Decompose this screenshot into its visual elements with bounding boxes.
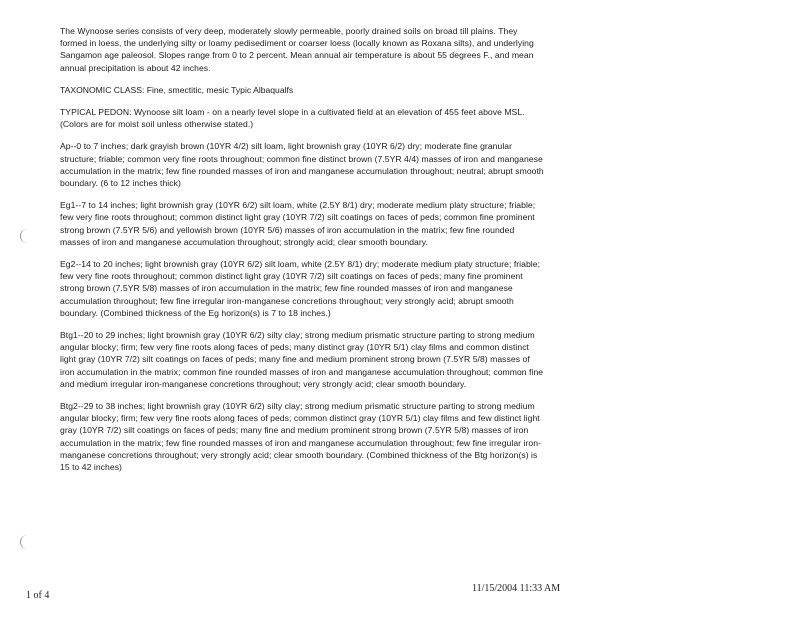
- typical-pedon: TYPICAL PEDON: Wynoose silt loam - on a nearly level slope in a cultivated field at an elevation of 455 feet above MSL. (Colors are for moist soil unless otherwise stated.): [60, 107, 525, 130]
- series-description: The Wynoose series consists of very deep, moderately slowly permeable, poorly drained soils on broad till plains. They formed in loess, the underlying silty or loamy pedisediment or coarser loess (locally known as Roxana silts), and underlying Sangamon age paleosol. Slopes range from 0 to 2 percent. Mean annual air temperature is about 55 degrees F., and mean annual precipitation is about 42 inches.: [60, 26, 534, 73]
- binder-hole-mark: [20, 535, 33, 549]
- binder-hole-mark: [20, 229, 33, 243]
- horizon-ap: Ap--0 to 7 inches; dark grayish brown (10YR 4/2) silt loam, light brownish gray (10YR 6/2) dry; moderate fine granular structure; friable; common very fine roots throughout; common fine distinct brown (7.5YR 4/4) masses of iron and manganese accumulation in the matrix; few fine rounded masses of iron and manganese accumulation throughout; neutral; abrupt smooth boundary. (6 to 12 inches thick): [60, 141, 544, 189]
- horizon-btg1: Btg1--20 to 29 inches; light brownish gray (10YR 6/2) silty clay; strong medium prismatic structure parting to strong medium angular blocky; firm; few very fine roots along faces of peds; many distinct gray (10YR 5/1) clay films and common distinct light gray (10YR 7/2) silt coatings on faces of peds; many fine and medium prominent strong brown (7.5YR 5/8) masses of iron accumulation in the matrix; common fine rounded masses of iron and manganese accumulation throughout; common fine and medium irregular iron-manganese concretions throughout; very strongly acid; clear smooth boundary.: [60, 330, 544, 389]
- taxonomic-class: TAXONOMIC CLASS: Fine, smectitic, mesic Typic Albaqualfs: [60, 84, 294, 95]
- document-body: [60, 25, 546, 483]
- page-number: 1 of 4: [26, 590, 50, 601]
- print-timestamp: 11/15/2004 11:33 AM: [472, 583, 561, 594]
- horizon-btg2: Btg2--29 to 38 inches; light brownish gray (10YR 6/2) silty clay; strong medium prismatic structure parting to strong medium angular blocky; firm; few very fine roots along faces of peds; common distinct gray (10YR 5/1) clay films and few distinct light gray (10YR 7/2) silt coatings on faces of peds; many fine and medium prominent strong brown (7.5YR 5/8) masses of iron accumulation in the matrix; few fine rounded masses of iron and manganese accumulation throughout; few fine irregular iron-manganese concretions throughout; very strongly acid; clear smooth boundary. (Combined thickness of the Btg horizon(s) is 15 to 42 inches): [60, 401, 541, 473]
- horizon-eg2: Eg2--14 to 20 inches; light brownish gray (10YR 6/2) silt loam, white (2.5Y 8/1) dry; moderate medium platy structure; friable; few very fine roots throughout; common distinct light gray (10YR 7/2) silt coatings on faces of peds; many fine prominent strong brown (7.5YR 5/8) masses of iron accumulation in the matrix; few fine rounded masses of iron and manganese accumulation throughout; few fine irregular iron-manganese concretions throughout; very strongly acid; abrupt smooth boundary. (Combined thickness of the Eg horizon(s) is 7 to 18 inches.): [60, 259, 541, 318]
- horizon-eg1: Eg1--7 to 14 inches; light brownish gray (10YR 6/2) silt loam, white (2.5Y 8/1) dry; moderate medium platy structure; friable; few very fine roots throughout; common distinct light gray (10YR 7/2) silt coatings on faces of peds; common fine prominent strong brown (7.5YR 5/6) and yellowish brown (10YR 5/6) masses of iron accumulation in the matrix; few fine rounded masses of iron and manganese accumulation throughout; strongly acid; clear smooth boundary.: [60, 200, 536, 247]
